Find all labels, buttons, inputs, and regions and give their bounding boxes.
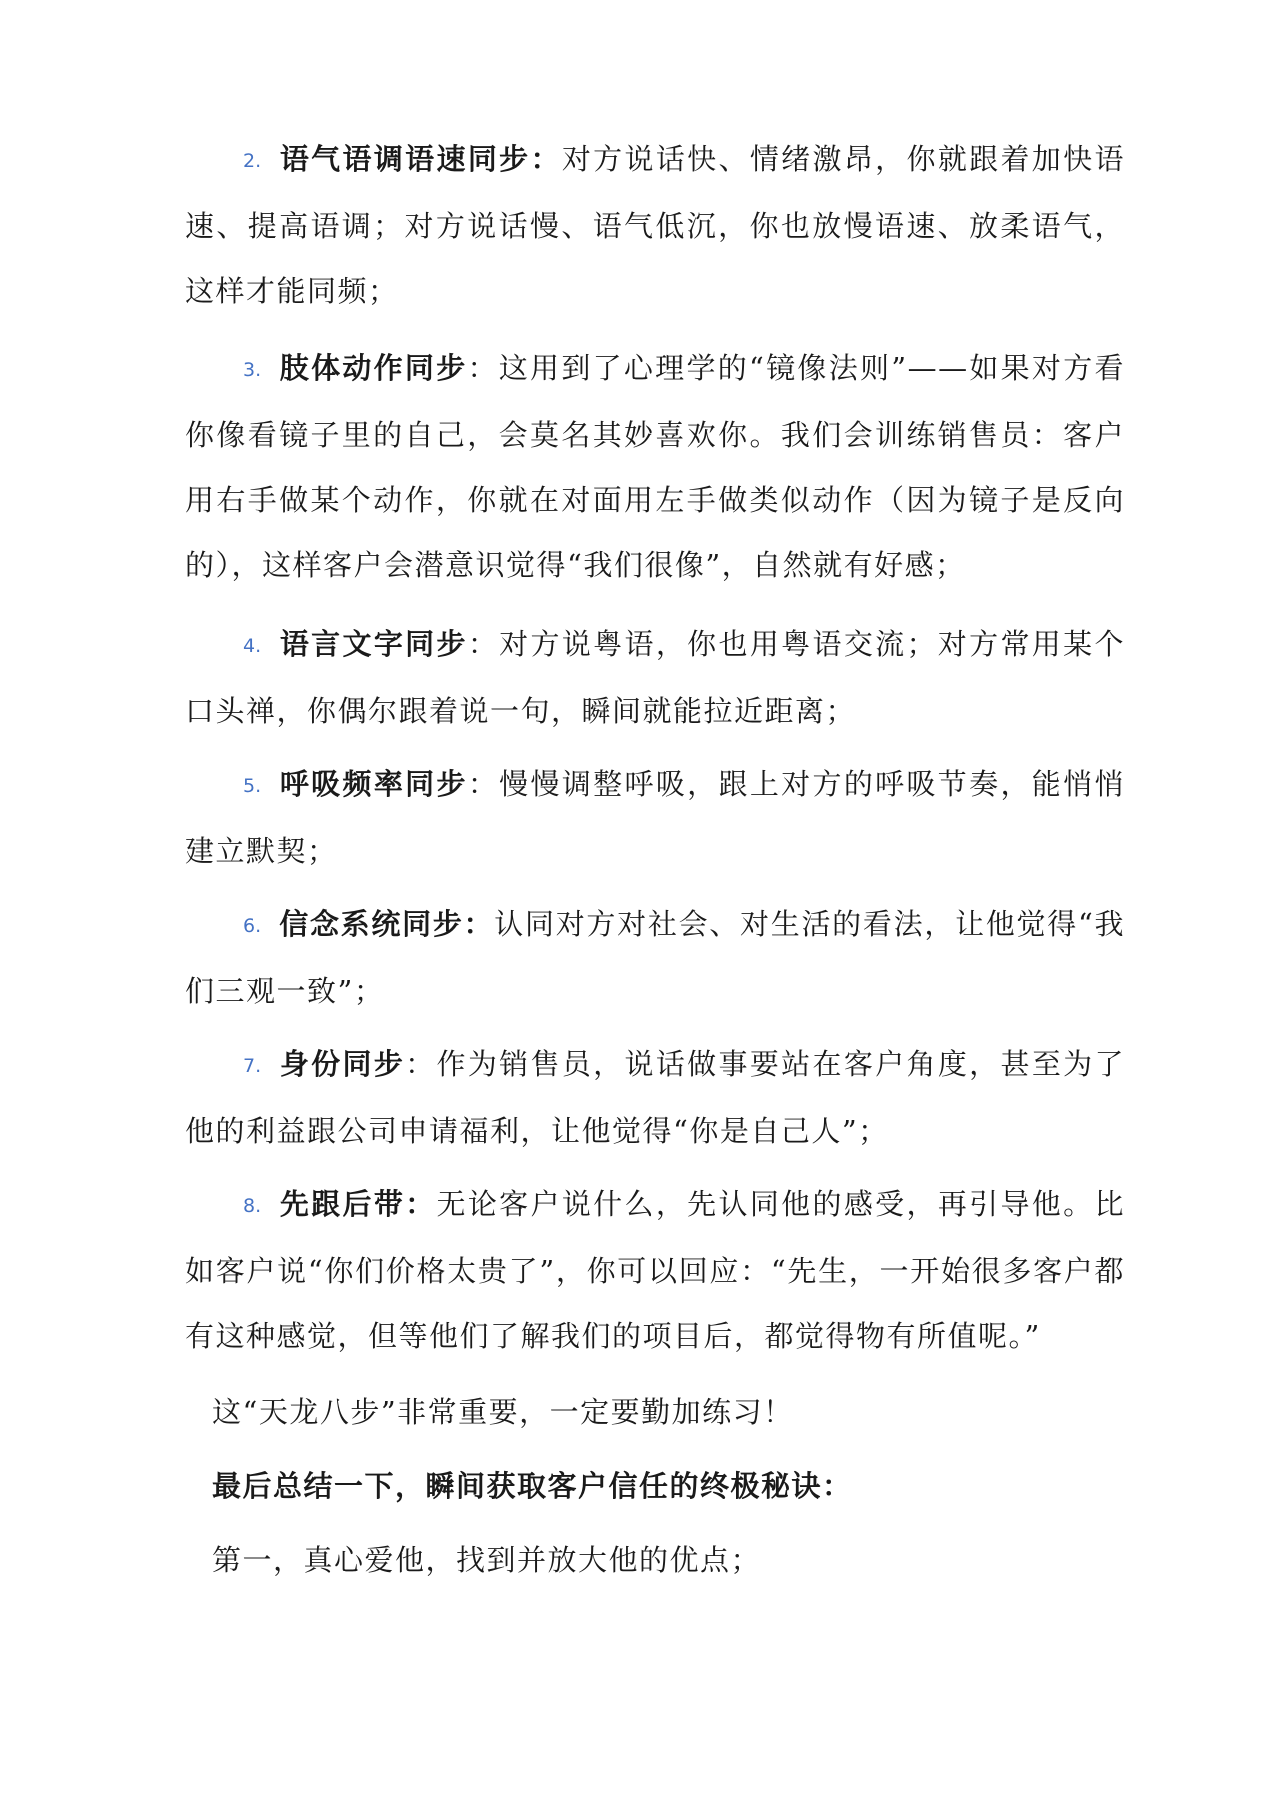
list-item-5 bbox=[185, 752, 1125, 884]
summary-heading: 最后总结一下，瞬间获取客户信任的终极秘诀： bbox=[212, 1469, 853, 1503]
list-text: 认同对方对社会、对生活的看法，让他觉得“我们三观一致”； bbox=[185, 907, 1125, 1008]
list-item-4 bbox=[185, 612, 1125, 744]
list-text: 无论客户说什么，先认同他的感受，再引导他。比如客户说“你们价格太贵了”，你可以回应：“先生，一开始很多客户都有这种感觉，但等他们了解我们的项目后，都觉得物有所值呢。” bbox=[185, 1187, 1125, 1353]
list-text: ：这用到了心理学的“镜像法则”——如果对方看你像看镜子里的自己，会莫名其妙喜欢你。我们会训练销售员：客户用右手做某个动作，你就在对面用左手做类似动作（因为镜子是反向的），这样客户会潜意识觉得“我们很像”，自然就有好感； bbox=[185, 351, 1125, 582]
list-number: 5. bbox=[243, 775, 262, 797]
list-text: ：对方说粤语，你也用粤语交流；对方常用某个口头禅，你偶尔跟着说一句，瞬间就能拉近距离； bbox=[185, 627, 1125, 728]
list-number: 7. bbox=[243, 1055, 262, 1077]
list-number: 8. bbox=[243, 1195, 262, 1217]
list-item-7 bbox=[185, 1032, 1125, 1164]
list-term: 先跟后带： bbox=[279, 1187, 437, 1221]
emphasis-paragraph: 这“天龙八步”非常重要，一定要勤加练习！ bbox=[212, 1395, 794, 1429]
list-number: 3. bbox=[243, 359, 262, 381]
list-term: 身份同步 bbox=[279, 1047, 406, 1081]
list-item-3 bbox=[185, 336, 1125, 598]
list-text: ：作为销售员，说话做事要站在客户角度，甚至为了他的利益跟公司申请福利，让他觉得“你是自己人”； bbox=[185, 1047, 1125, 1148]
list-term: 语气语调语速同步： bbox=[279, 142, 562, 176]
first-point-paragraph: 第一，真心爱他，找到并放大他的优点； bbox=[212, 1543, 762, 1577]
list-text: 对方说话快、情绪激昂，你就跟着加快语速、提高语调；对方说话慢、语气低沉，你也放慢语速、放柔语气，这样才能同频； bbox=[185, 142, 1125, 308]
list-text: ：慢慢调整呼吸，跟上对方的呼吸节奏，能悄悄建立默契； bbox=[185, 767, 1125, 868]
list-number: 2. bbox=[243, 150, 262, 172]
list-number: 4. bbox=[243, 635, 262, 657]
list-item-2 bbox=[185, 127, 1125, 324]
list-term: 肢体动作同步 bbox=[279, 351, 468, 385]
list-term: 呼吸频率同步 bbox=[279, 767, 468, 801]
list-term: 语言文字同步 bbox=[279, 627, 468, 661]
list-item-8 bbox=[185, 1172, 1125, 1369]
list-item-6 bbox=[185, 892, 1125, 1024]
list-term: 信念系统同步： bbox=[279, 907, 495, 941]
list-number: 6. bbox=[243, 915, 262, 937]
